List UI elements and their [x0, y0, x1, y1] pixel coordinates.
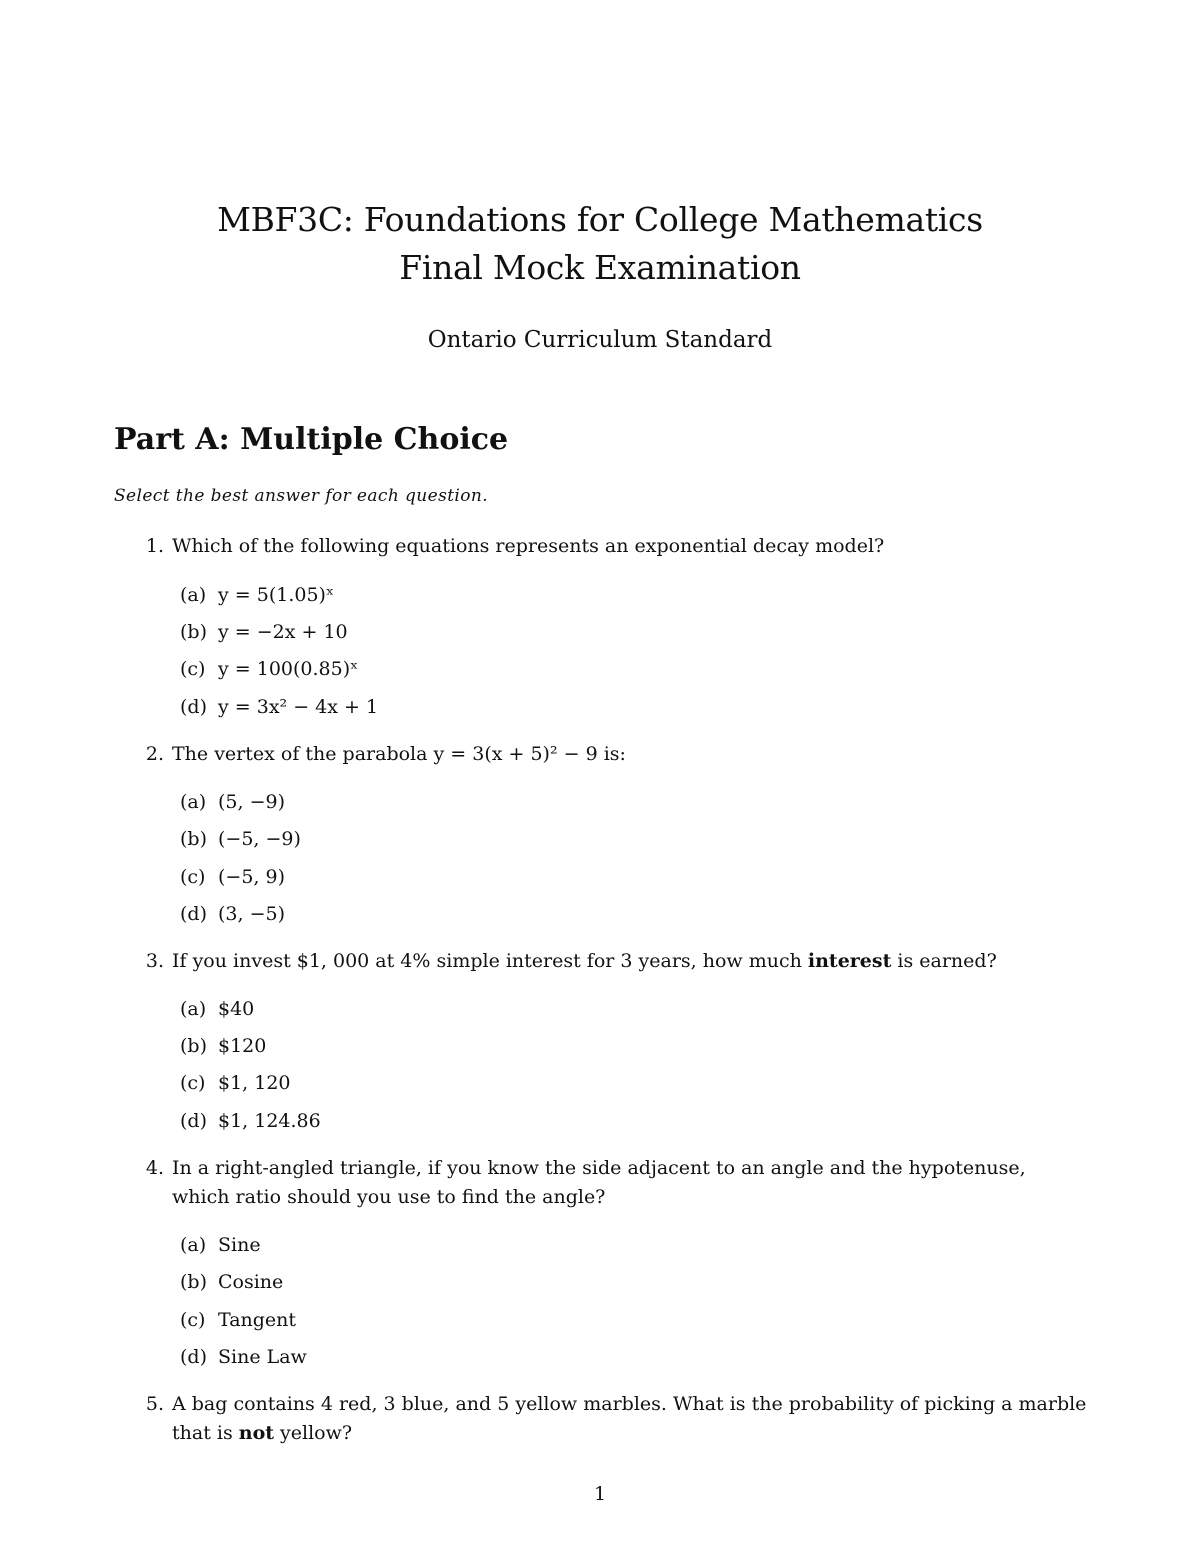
question-text-before: A bag contains 4 red, 3 blue, and 5 yellow marbles. What is the probability of picking a marble that is — [172, 1393, 1087, 1444]
question-number: 2. — [145, 743, 164, 765]
q4-option-c — [180, 1305, 296, 1335]
q2-option-d — [180, 899, 285, 929]
option-text: y = 3x² − 4x + 1 — [218, 696, 379, 718]
curriculum-subtitle: Ontario Curriculum Standard — [427, 327, 773, 353]
q1-option-c — [180, 654, 358, 684]
question-text — [172, 947, 1088, 976]
option-label: (d) — [180, 903, 207, 925]
option-label: (c) — [180, 658, 206, 680]
question-5 — [138, 1390, 1088, 1448]
question-text: Which of the following equations represents an exponential decay model? — [172, 535, 885, 557]
option-text: (−5, 9) — [218, 866, 286, 888]
question-1 — [138, 532, 1088, 561]
part-a-heading: Part A: Multiple Choice — [114, 422, 509, 457]
option-text: Tangent — [218, 1309, 297, 1331]
option-label: (a) — [180, 584, 207, 606]
option-label: (b) — [180, 1035, 207, 1057]
option-label: (b) — [180, 828, 207, 850]
option-label: (a) — [180, 1234, 207, 1256]
q4-option-b — [180, 1267, 283, 1297]
option-label: (a) — [180, 791, 207, 813]
page-number: 1 — [593, 1483, 607, 1505]
option-text: Sine Law — [218, 1346, 307, 1368]
option-label: (c) — [180, 866, 206, 888]
q1-option-b — [180, 617, 348, 647]
question-2 — [138, 740, 1088, 769]
option-text: $1, 124.86 — [218, 1110, 321, 1132]
option-label: (d) — [180, 1346, 207, 1368]
q4-option-d — [180, 1342, 307, 1372]
part-a-instructions: Select the best answer for each question. — [114, 486, 489, 506]
option-label: (d) — [180, 696, 207, 718]
question-text: The vertex of the parabola y = 3(x + 5)² − 9 is: — [172, 743, 626, 765]
q2-option-b — [180, 824, 301, 854]
question-text-before: If you invest $1, 000 at 4% simple interest for 3 years, how much — [172, 950, 808, 972]
question-number: 3. — [145, 950, 164, 972]
title-line-1: MBF3C: Foundations for College Mathematics — [217, 200, 983, 239]
exam-title — [0, 196, 1200, 292]
option-text: y = 100(0.85)ˣ — [218, 658, 359, 680]
option-text: $120 — [218, 1035, 267, 1057]
q2-option-c — [180, 862, 285, 892]
option-label: (c) — [180, 1309, 206, 1331]
question-text — [172, 1390, 1088, 1448]
option-text: y = 5(1.05)ˣ — [218, 584, 335, 606]
q2-option-a — [180, 787, 285, 817]
option-text: (3, −5) — [218, 903, 286, 925]
title-line-2: Final Mock Examination — [399, 248, 801, 287]
question-text-after: yellow? — [274, 1422, 353, 1444]
option-text: y = −2x + 10 — [218, 621, 348, 643]
question-number: 5. — [145, 1393, 164, 1415]
option-text: Sine — [218, 1234, 261, 1256]
q3-option-d — [180, 1106, 321, 1136]
question-text-emphasis: not — [238, 1422, 275, 1444]
question-text-emphasis: interest — [807, 950, 892, 972]
question-text-after: is earned? — [891, 950, 997, 972]
option-text: (5, −9) — [218, 791, 286, 813]
q3-option-b — [180, 1031, 266, 1061]
question-number: 4. — [145, 1157, 164, 1179]
q4-option-a — [180, 1230, 261, 1260]
option-label: (d) — [180, 1110, 207, 1132]
option-label: (b) — [180, 621, 207, 643]
q1-option-a — [180, 580, 334, 610]
q1-option-d — [180, 692, 378, 722]
option-text: $40 — [218, 998, 255, 1020]
option-label: (c) — [180, 1072, 206, 1094]
option-label: (a) — [180, 998, 207, 1020]
question-number: 1. — [145, 535, 164, 557]
question-4 — [138, 1154, 1088, 1212]
option-text: (−5, −9) — [218, 828, 301, 850]
q3-option-c — [180, 1068, 291, 1098]
question-text: In a right-angled triangle, if you know the side adjacent to an angle and the hypotenuse, which ratio should you use to find the angle? — [172, 1157, 1026, 1208]
option-label: (b) — [180, 1271, 207, 1293]
question-3 — [138, 947, 1088, 976]
q3-option-a — [180, 994, 254, 1024]
option-text: Cosine — [218, 1271, 284, 1293]
option-text: $1, 120 — [218, 1072, 291, 1094]
